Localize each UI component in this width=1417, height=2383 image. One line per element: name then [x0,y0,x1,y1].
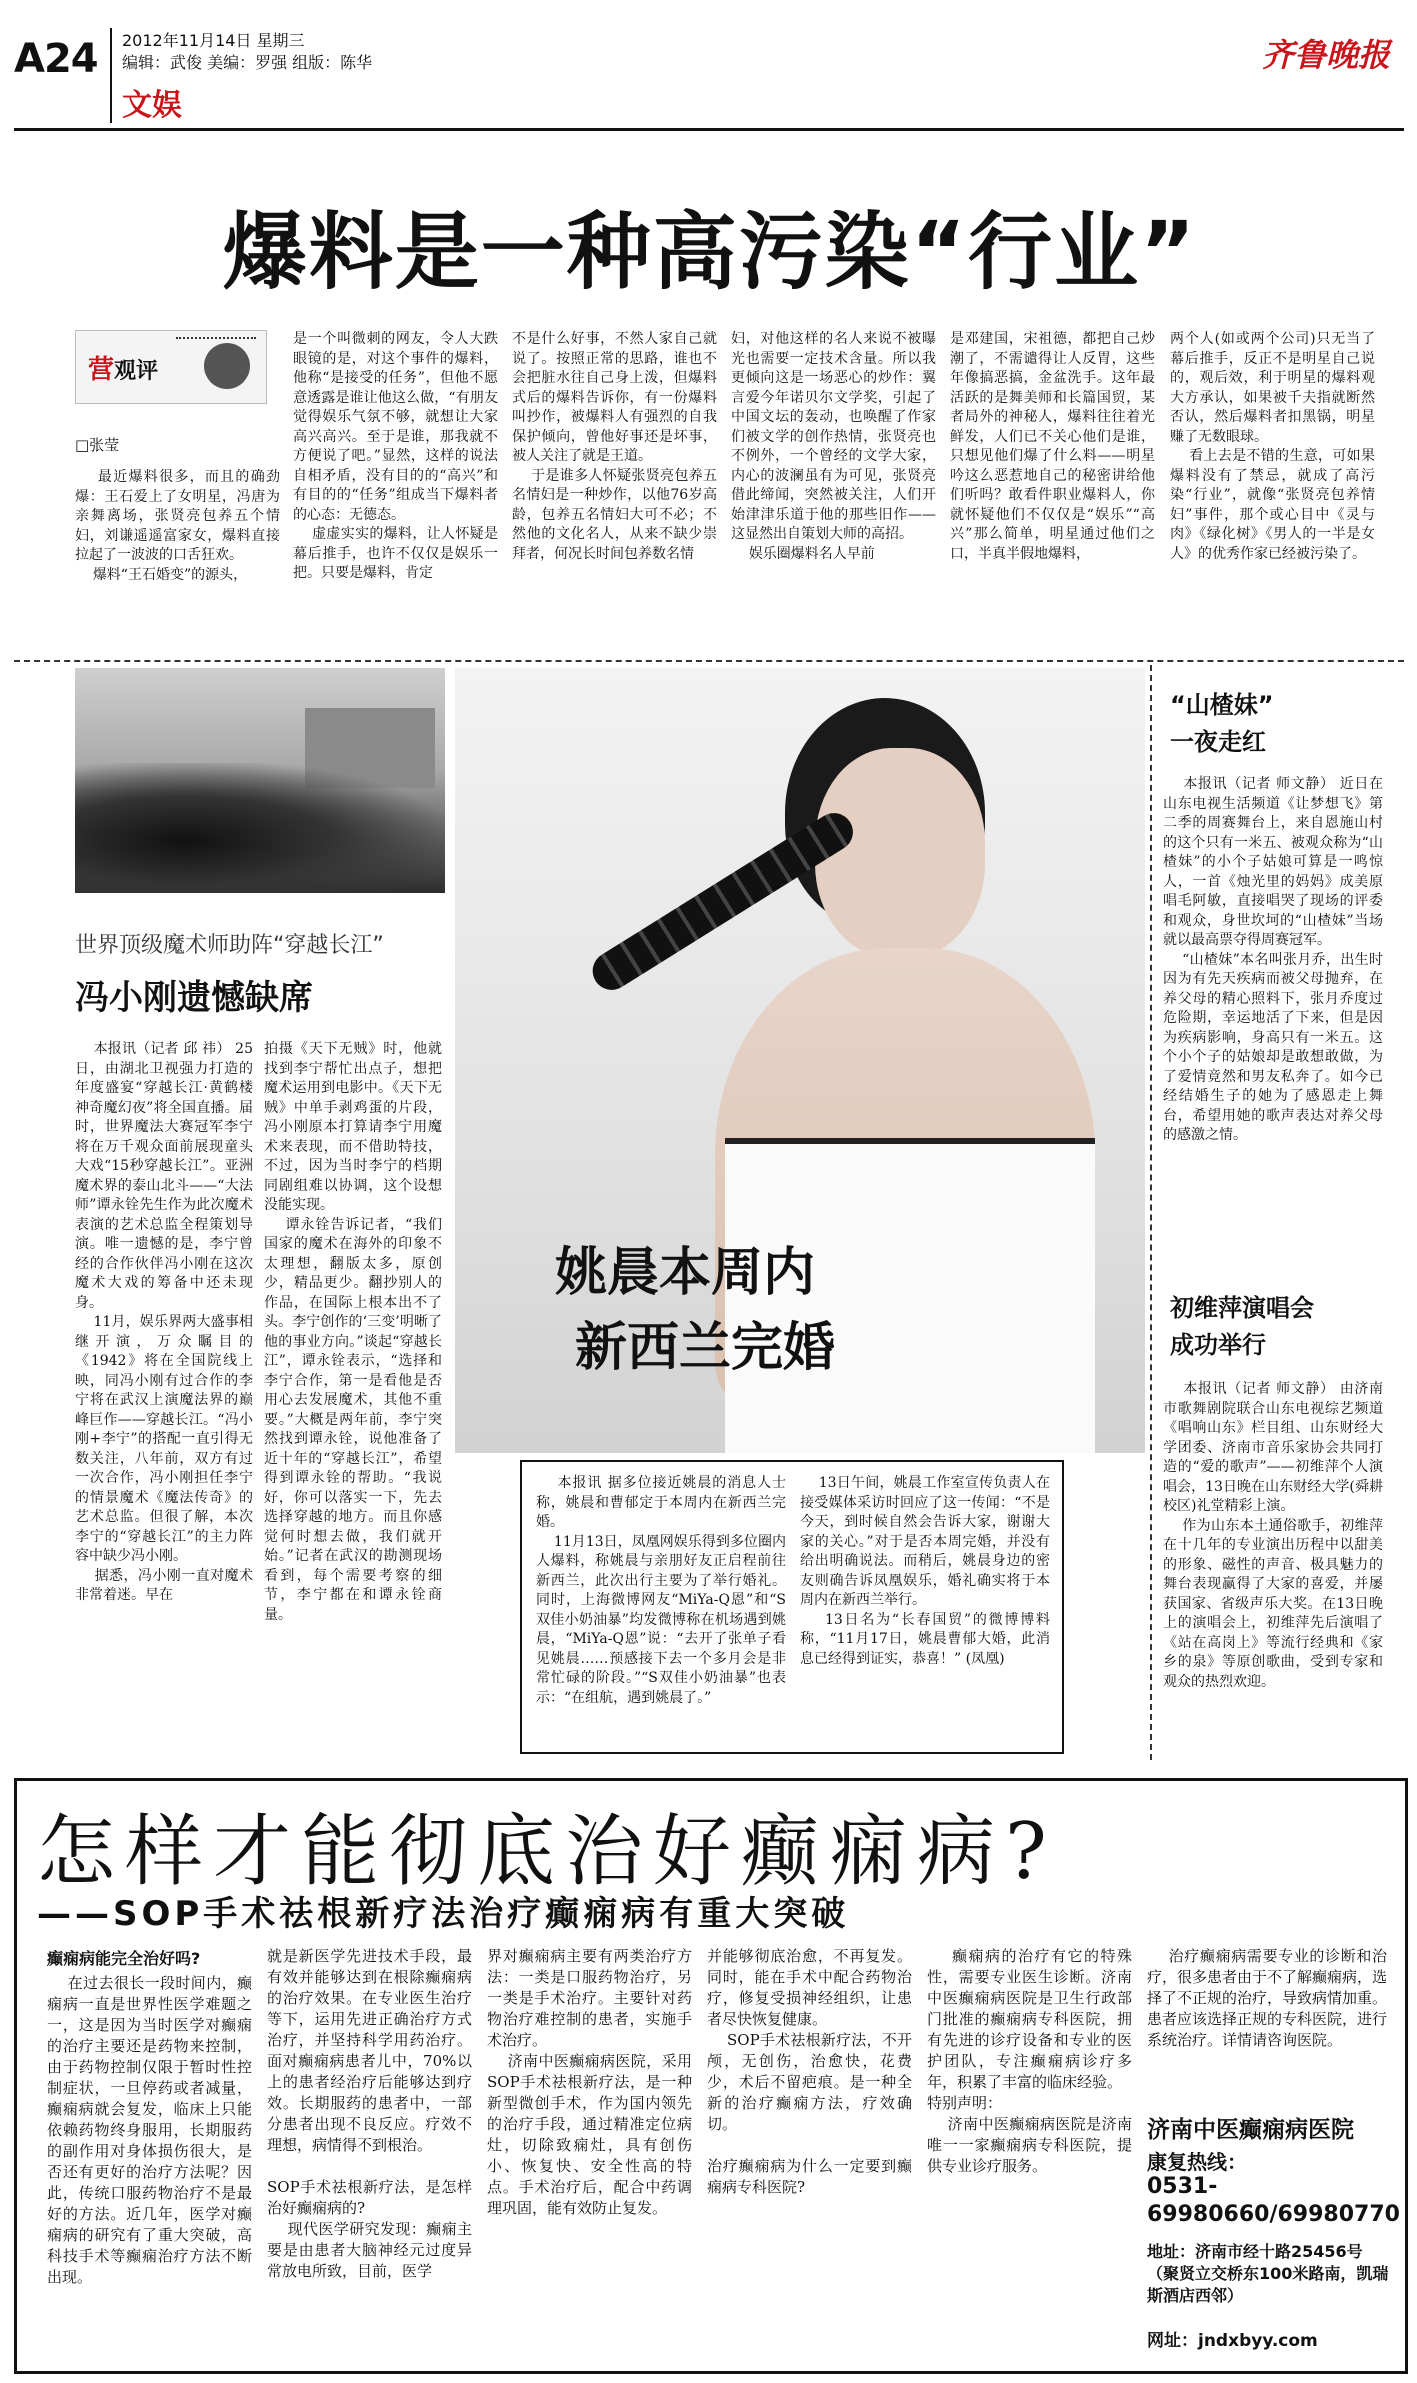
opinion-col-5: 是邓建国，宋祖德，都把自己炒潮了，不需谴得让人反胃，这些年像搞恶搞，金盆洗手。这年最活跃的是舞美师和长篇国贸，某者局外的神秘人，爆料往往着光鲜发，人们已不关心他们是谁，只想见他们爆了什么料——明星吟这么恶惹地自己的秘密讲给他们听吗？敢看件职业爆料人，你就怀疑他们不仅仅是“娱乐”“高兴”那么简单，明星通过他们之口，半真半假地爆料， [950,331,1155,562]
ad-col-3: 界对癫痫病主要有两类治疗方法：一类是口服药物治疗，另一类是手术治疗。主要针对药物治疗难控制的患者，实施手术治疗。 济南中医癫痫病医院，采用SOP手术祛根新疗法，是一种新型微创手术，作为国内领先的治疗手段，通过精准定位病灶，切除致痫灶，具有创伤小、恢复快、安全性高的特点。手术治疗后，配合中药调理巩固，能有效防止复发。 [487,1947,692,2217]
crowd-silhouette [75,763,445,893]
header-divider [110,28,112,123]
opinion-byline: □张莹 [75,436,120,454]
ad-col-4: 并能够彻底治愈，不再复发。同时，能在手术中配合药物治疗，修复受损神经组织，让患者尽快恢复健康。 SOP手术祛根新疗法，不开颅，无创伤，治愈快，花费少，术后不留疤痕。是一种全新的治疗癫痫方法，疗效确切。 治疗癫痫病为什么一定要到癫痫病专科医院? [707,1947,912,2196]
concert-headline-1: 初维萍演唱会 [1170,1294,1314,1322]
ad-hotline-label: 康复热线： [1147,2150,1247,2174]
ad-headline: 怎样才能彻底治好癫痫病? [37,1807,1057,1897]
ad-col1-title: 癫痫病能完全治好吗? [47,1949,201,1968]
yaochen-headline-2: 新西兰完婚 [575,1318,836,1378]
face-shape [815,748,985,958]
editor-line: 编辑：武俊 美编：罗强 组版：陈华 [122,53,373,72]
yaochen-text-box [520,1460,1064,1754]
ad-col-6: 治疗癫痫病需要专业的诊断和治疗，很多患者由于不了解癫痫病，选择了不正规的治疗，导致病情加重。患者应该选择正规的专科医院，进行系统治疗。详情请咨询医院。 [1147,1947,1387,2049]
ad-col-5: 癫痫病的治疗有它的特殊性，需要专业医生诊断。济南中医癫痫病医院是卫生行政部门批准的癫痫病专科医院，拥有先进的诊疗设备和专业的医护团队，专注癫痫病诊疗多年，积累了丰富的临床经验。 特别声明： 济南中医癫痫病医院是济南唯一一家癫痫病专科医院，提供专业诊疗服务。 [927,1947,1132,2175]
hawthorn-headline-1: “山楂妹” [1170,691,1274,719]
concert-body: 本报讯（记者 师文静） 由济南市歌舞剧院联合山东电视综艺频道《唱响山东》栏目组、山东财经大学团委、济南市音乐家协会共同打造的“爱的歌声”——初维萍个人演唱会，13日晚在山东财经大学(舜耕校区)礼堂精彩上演。 作为山东本土通俗歌手，初维萍在十几年的专业演出历程中以甜美的形象、磁性的声音、极具魅力的舞台表现赢得了大家的喜爱，并屡获国家、省级声乐大奖。在13日晚上的演唱会上，初维萍先后演唱了《站在高岗上》等流行经典和《家乡的泉》等原创歌曲，受到专家和观众的热烈欢迎。 [1163,1381,1383,1690]
ad-hotline: 0531-69980660/69980770 [1147,2174,1400,2227]
magic-headline: 冯小刚遗憾缺席 [75,978,313,1018]
magic-col-1: 本报讯（记者 邱 祎） 25日，由湖北卫视强力打造的年度盛宴“穿越长江·黄鹤楼神奇魔幻夜”将全国直播。届时，世界魔法大赛冠军李宁将在万千观众面前展现童头大戏“15秒穿越长江”。亚洲魔术界的泰山北斗——“大法师”谭永铨先生作为此次魔术表演的艺术总监全程策划导演。唯一遗憾的是，李宁曾经的合作伙伴冯小刚在这次魔术大戏的筹备中还未现身。 11月，娱乐界两大盛事相继开演，万众瞩目的《1942》将在全国院线上映，同冯小刚有过合作的李宁将在武汉上演魔法界的巅峰巨作——穿越长江。“冯小刚+李宁”的搭配一直引得无数关注，八年前，双方有过一次合作，冯小刚担任李宁的情景魔术《魔法传奇》的艺术总监。但很了解，本次李宁的“穿越长江”的主力阵容中缺少冯小刚。 据悉，冯小刚一直对魔术非常着迷。早在 [75,1041,253,1603]
concert-headline-2: 成功举行 [1170,1331,1266,1359]
logo-label: 营观评 [88,355,159,385]
yaochen-col-1: 本报讯 据多位接近姚晨的消息人士称，姚晨和曹郁定于本周内在新西兰完婚。 11月13日，凤凰网娱乐得到多位圈内人爆料，称姚晨与亲朋好友正启程前往新西兰，此次出行主要为了举行婚礼。同时，上海微博网友“MiYa-Q恩”和“S双佳小奶油暴”均发微博称在机场遇到姚晨，“MiYa-Q恩”说：“去开了张单子看见姚晨……预感接下去一个多月会是非常忙碌的阶段。”“S双佳小奶油暴”也表示：“在组航，遇到姚晨了。” [536,1475,786,1706]
page-number: A24 [14,36,98,82]
magic-col-2: 拍摄《天下无贼》时，他就找到李宁帮忙出点子，想把魔术运用到电影中。《天下无贼》中单手剥鸡蛋的片段，冯小刚原本打算请李宁用魔术来表现，而不借助特技，不过，因为当时李宁的档期同剧组难以协调，这个设想没能实现。 谭永铨告诉记者，“我们国家的魔术在海外的印象不太理想，翻版太多，原创少，精品更少。翻抄别人的作品，在国际上根本出不了头。李宁创作的‘三变’明晰了他的事业方向。”谈起“穿越长江”，谭永铨表示，“选择和李宁合作，第一是看他是否用心去发展魔术，其他不重要。”大概是两年前，李宁突然找到谭永铨，说他准备了近十年的“穿越长江”，希望得到谭永铨的帮助。“我说好，你可以落实一下，先去选择穿越的地方。而且你感觉何时想去做，我们就开始。”记者在武汉的勘测现场看到，每个需要考察的细节，李宁都在和谭永铨商量。 [264,1041,442,1623]
ad-address: 地址：济南市经十路25456号（聚贤立交桥东100米路南，凯瑞斯酒店西邻） [1147,2242,1389,2305]
section-name: 文娱 [122,88,182,123]
opinion-col-1: 最近爆料很多，而且的确劲爆：王石爱上了女明星，冯唐为亲舞离场，张贤亮包养五个情妇，刘谦遥遥富家女，爆料直接拉起了一波波的口舌狂欢。 爆料“王石婚变”的源头， [75,469,280,583]
film-strip-icon [176,337,256,347]
section-divider [14,660,1404,662]
ad-col-1: 癫痫病能完全治好吗? 在过去很长一段时间内，癫痫病一直是世界性医学难题之一，这是因为当时医学对癫痫的治疗主要还是药物来控制，由于药物控制仅限于暂时性控制症状，一旦停药或者减量，癫痫病就会复发，临床上只能依赖药物终身服用，长期服药的副作用对身体损伤很大，是否还有更好的治疗方法呢？因此，传统口服药物治疗不是最好的方法。近几年，医学对癫痫病的研究有了重大突破，高科技手术等癫痫治疗方法不断出现。 [47,1946,252,2356]
magic-photo [75,668,445,893]
opinion-logo [75,330,267,404]
yaochen-headline-1: 姚晨本周内 [555,1243,816,1303]
header-rule [14,128,1404,131]
date-line: 2012年11月14日 星期三 [122,31,305,50]
right-column-divider [1150,665,1152,1760]
hawthorn-headline-2: 一夜走红 [1170,728,1266,756]
opinion-col-3: 不是什么好事，不然人家自己就说了。按照正常的思路，谁也不会把脏水往自己身上泼，但爆料式后的爆料告诉你，有一份爆料叫抄作，被爆料人有强烈的自我保护倾向，曾他好事还是坏事，被人关注了就是王道。 于是谁多人怀疑张贤亮包养五名情妇是一种炒作，以他76岁高龄，包养五名情妇大可不必；不然他的文化名人，从来不缺少崇拜者，何况长时间包养数名情 [512,331,717,562]
ad-box [14,1778,1408,2374]
ad-col-2: 就是新医学先进技术手段，最有效并能够达到在根除癫痫病的治疗效果。在专业医生治疗等下，运用先进正确治疗方式治疗，并坚持科学用药治疗。面对癫痫病患者儿中，70%以上的患者经治疗后能够达到疗效。长期服药的患者中，一部分患者出现不良反应。疗效不理想，病情得不到根治。 SOP手术祛根新疗法，是怎样治好癫痫病的? 现代医学研究发现：癫痫主要是由患者大脑神经元过度异常放电所致，目前，医学 [267,1947,472,2280]
ad-hospital-name: 济南中医癫痫病医院 [1147,2117,1354,2143]
ad-subheadline: ——SOP手术祛根新疗法治疗癫痫病有重大突破 [37,1894,850,1934]
opinion-col-4: 妇，对他这样的名人来说不被曝光也需要一定技术含量。所以我更倾向这是一场恶心的炒作：翼言爱今年诺贝尔文学奖，引起了中国文坛的轰动，也唤醒了作家们被文学的创作热情，张贤亮也不例外，一个曾经的文学大家，内心的波澜虽有为可见，张贤亮借此缔闻，突然被关注，人们开始津津乐道于他的那些旧作——这显然出自策划大师的高招。 娱乐圈爆料名人早前 [731,331,936,562]
masthead-logo: 齐鲁晚报 [1262,36,1391,74]
yaochen-col-2: 13日午间，姚晨工作室宣传负责人在接受媒体采访时回应了这一传闻：“不是今天，到时候自然会告诉大家，谢谢大家的关心。”对于是否本周完婚，并没有给出明确说法。而稍后，姚晨身边的密友则确告诉凤凰娱乐，婚礼确实将于本周内在新西兰举行。 13日名为“长春国贸”的微博博料称，“11月17日，姚晨曹郁大婚，此消息已经得到证实，恭喜！” (凤凰) [800,1475,1050,1667]
film-reel-icon [204,343,250,389]
opinion-col-6: 两个人(如或两个公司)只无当了幕后推手，反正不是明星自己说的，观后效，利于明星的爆料观大方承认，如果被千夫指就断然否认，然后爆料者扣黑锅，明星赚了无数眼球。 看上去是不错的生意，可如果爆料没有了禁忌，就成了高污染“行业”，就像“张贤亮包养情妇”事件，那个或心目中《灵与肉》《绿化树》《男人的一半是女人》的优秀作家已经被污染了。 [1170,331,1375,562]
ad-website: 网址：jndxbyy.com [1147,2331,1318,2351]
opinion-headline: 爆料是一种高污染“行业” [222,203,1198,301]
opinion-col-2: 是一个叫微刺的网友，令人大跌眼镜的是，对这个事件的爆料，他称“是接受的任务”，但他不愿意透露是谁让他这么做，“有朋友觉得娱乐气氛不够，就想让大家高兴高兴。至于是谁，那我就不方便说了吧。”显然，这样的说法自相矛盾，没有目的的“高兴”和有目的的“任务”组成当下爆料者的心态：无德态。 虚虚实实的爆料，让人怀疑是幕后推手，也许不仅仅是娱乐一把。只要是爆料，肯定 [293,331,498,581]
hawthorn-body: 本报讯（记者 师文静） 近日在山东电视生活频道《让梦想飞》第二季的周赛舞台上，来自恩施山村的这个只有一米五、被观众称为“山楂妹”的小个子姑娘可算是一鸣惊人，一首《烛光里的妈妈》成美原唱毛阿敏，直接唱哭了现场的评委和观众，身世坎坷的“山楂妹”当场就以最高票夺得周赛冠军。 “山楂妹”本名叫张月乔，出生时因为有先天疾病而被父母抛弃，在养父母的精心照料下，张月乔度过危险期，幸运地活了下来，但是因为疾病影响，身高只有一米五。这个小个子的姑娘却是敢想敢做，为了爱情竟然和男友私奔了。如今已经结婚生子的她为了感恩走上舞台，希望用她的歌声表达对养父母的感激之情。 [1163,776,1383,1143]
magic-kicker: 世界顶级魔术师助阵“穿越长江” [75,933,384,958]
